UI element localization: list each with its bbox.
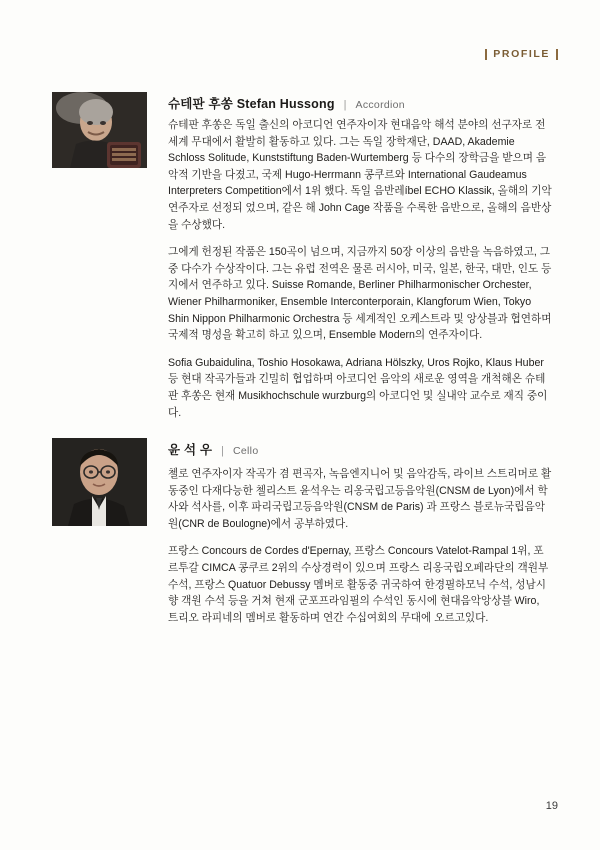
profile-bio-1-paragraph-3: Sofia Gubaidulina, Toshio Hosokawa, Adriana Hölszky, Uros Rojko, Klaus Huber 등 현대 작곡가들과 긴밀히 협업하며 아코디언 음악의 새로운 영역을 개척해온 슈테판 후쏭은 현재 Musikhochschule wurzburg의 아코디언 및 실내악 교수로 재직 중이다. [168, 356, 548, 419]
header-rule-left [485, 49, 487, 60]
profile-name-1: 슈테판 후쏭 Stefan Hussong [168, 97, 335, 111]
profile-name-separator-2: | [221, 445, 225, 457]
profile-bio-2-paragraph-2: 프랑스 Concours de Cordes d'Epernay, 프랑스 Concours Vatelot-Rampal 1위, 포르투갈 CIMCA 콩쿠르 2위의 수상경력이 있으며 프랑스 리옹국립오페라단의 객원부수석, 프랑스 Quatuor Debussy 멤버로 활동중 귀국하여 한경필하모닉 수석, 성남시향 객원 수석 등을 거쳐 현재 군포프라임필의 수석인 동시에 현대음악앙상블 Wiro, 트리오 라피네의 멤버로 활동하며 연간 수십여회의 무대에 오르고있다. [168, 545, 549, 624]
profile-name-row-1 [168, 94, 405, 112]
profile-bio-2 [168, 466, 552, 626]
profile-bio-2-paragraph-1: 첼로 연주자이자 작곡가 겸 편곡자, 녹음엔지니어 및 음악감독, 라이브 스트리머로 활동중인 다재다능한 첼리스트 윤석우는 리옹국립고등음악원(CNSM de Lyon)에서 학사와 석사를, 이후 파리국립고등음악원(CNSM de Paris) 과 프랑스 블로뉴국립음악원(CNR de Boulogne)에서 공부하였다. [168, 468, 552, 530]
profile-bio-1-paragraph-1: 슈테판 후쏭은 독일 출신의 아코디언 연주자이자 현대음악 해석 분야의 선구자로 전 세계 무대에서 활발히 활동하고 있다. 그는 독일 장학재단, DAAD, Akademie Schloss Solitude, Kunststiftung Baden-Wurtemberg 등 다수의 장학금을 받으며 음악적 기반을 다졌고, 국제 Hugo-Herrmann 콩쿠르와 International Gaudeamus Interpreters Competition에서 1위 했다. 독일 음반레íbel ECHO Klassik, 올해의 기악 연주자로 선정되 었으며, 같은 해 John Cage 작품을 수록한 음반으로, 올해의 음반상을 수상했다. [168, 119, 552, 231]
profile-name-separator-1: | [343, 99, 347, 111]
profile-bio-1-paragraph-2: 그에게 헌정된 작품은 150곡이 넘으며, 지금까지 50장 이상의 음반을 녹음하였고, 그 중 다수가 수상작이다. 그는 유럽 전역은 물론 러시아, 미국, 일본, 한국, 대만, 인도 등지에서 연주하고 있다. Suisse Romande, Berliner Philharmonischer Orchester, Wiener Philharmoniker, Ensemble Interconterporain, Klangforum Wien, Tokyo Shin Nippon Philharmonic Orchestra 등 세계적인 오케스트라 및 앙상블과 협연하며 국제적 명성을 확고히 하고 있으며, Ensemble Modern의 연주자이다. [168, 246, 552, 342]
profile-name-2: 윤 석 우 [168, 443, 213, 457]
profile-instrument-1: Accordion [355, 99, 405, 111]
portrait-image-2 [52, 438, 147, 526]
page-number: 19 [545, 800, 558, 812]
profile-bio-1 [168, 117, 552, 421]
header-rule-right [556, 49, 558, 60]
portrait-photo-2 [52, 438, 147, 526]
profile-instrument-2: Cello [233, 445, 259, 457]
portrait-image-1 [52, 92, 147, 168]
page-header [485, 48, 558, 60]
header-title: PROFILE [493, 48, 550, 60]
profile-name-row-2 [168, 440, 258, 458]
portrait-photo-1 [52, 92, 147, 168]
